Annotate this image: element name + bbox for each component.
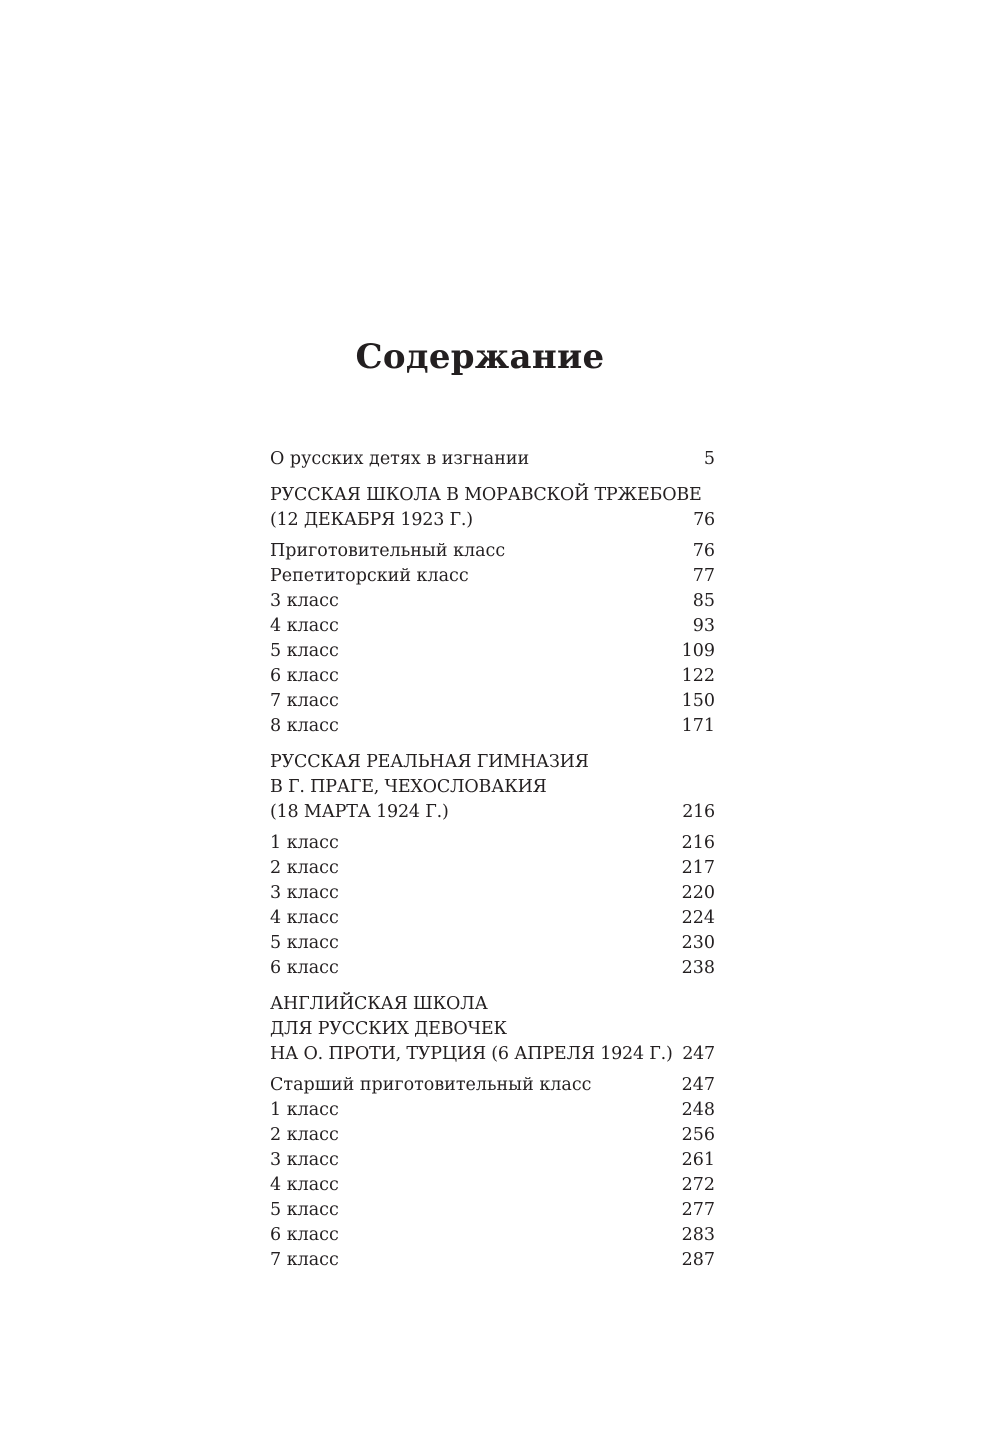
- section-heading-line[interactable]: (18 МАРТА 1924 Г.) 216: [270, 800, 715, 825]
- toc-entry[interactable]: Старший приготовительный класс 247: [270, 1075, 715, 1095]
- toc-section-1: [270, 483, 715, 739]
- toc-entry-page: 247: [682, 1044, 715, 1064]
- toc-entry[interactable]: Репетиторский класс 77: [270, 566, 715, 586]
- toc-entry[interactable]: 3 класс 261: [270, 1150, 715, 1170]
- section-heading-line: В Г. ПРАГЕ, ЧЕХОСЛОВАКИЯ: [270, 777, 547, 797]
- toc-entry[interactable]: Приготовительный класс 76: [270, 541, 715, 561]
- toc-entry-page: 5: [703, 449, 715, 469]
- toc-entry[interactable]: 6 класс 283: [270, 1225, 715, 1245]
- toc-section-2: [270, 750, 715, 981]
- toc-entry[interactable]: 3 класс 220: [270, 883, 715, 903]
- section-heading-line: РУССКАЯ ШКОЛА В МОРАВСКОЙ ТРЖЕБОВЕ: [270, 485, 702, 505]
- toc-entry[interactable]: 6 класс 238: [270, 958, 715, 978]
- toc-entry[interactable]: 1 класс 248: [270, 1100, 715, 1120]
- toc-entry[interactable]: 8 класс 171: [270, 716, 715, 736]
- toc-entry-page: 216: [682, 802, 715, 822]
- toc-entry[interactable]: 5 класс 109: [270, 641, 715, 661]
- toc-entry[interactable]: 4 класс 272: [270, 1175, 715, 1195]
- section-heading-line: АНГЛИЙСКАЯ ШКОЛА: [270, 994, 488, 1014]
- toc-section-3: [270, 992, 715, 1273]
- toc-entry[interactable]: 3 класс 85: [270, 591, 715, 611]
- section-heading-line[interactable]: НА О. ПРОТИ, ТУРЦИЯ (6 АПРЕЛЯ 1924 Г.) 247: [270, 1042, 715, 1067]
- toc-entry[interactable]: 6 класс 122: [270, 666, 715, 686]
- toc-entry[interactable]: 4 класс 93: [270, 616, 715, 636]
- toc-entry[interactable]: 1 класс 216: [270, 833, 715, 853]
- toc-entry-intro[interactable]: [270, 447, 715, 472]
- toc-entry[interactable]: 5 класс 230: [270, 933, 715, 953]
- toc-entry-label: О русских детях в изгнании: [270, 449, 530, 469]
- toc-entry[interactable]: 2 класс 256: [270, 1125, 715, 1145]
- toc-entry[interactable]: 5 класс 277: [270, 1200, 715, 1220]
- page-title: Содержание: [355, 337, 605, 377]
- section-heading-line: РУССКАЯ РЕАЛЬНАЯ ГИМНАЗИЯ: [270, 752, 589, 772]
- toc-entry[interactable]: 7 класс 287: [270, 1250, 715, 1270]
- toc-entry[interactable]: 4 класс 224: [270, 908, 715, 928]
- section-heading-line[interactable]: (12 ДЕКАБРЯ 1923 Г.) 76: [270, 508, 715, 533]
- toc-entry[interactable]: 2 класс 217: [270, 858, 715, 878]
- table-of-contents: [270, 447, 715, 1273]
- toc-entry-page: 76: [693, 510, 715, 530]
- toc-entry[interactable]: 7 класс 150: [270, 691, 715, 711]
- section-heading-line: ДЛЯ РУССКИХ ДЕВОЧЕК: [270, 1019, 507, 1039]
